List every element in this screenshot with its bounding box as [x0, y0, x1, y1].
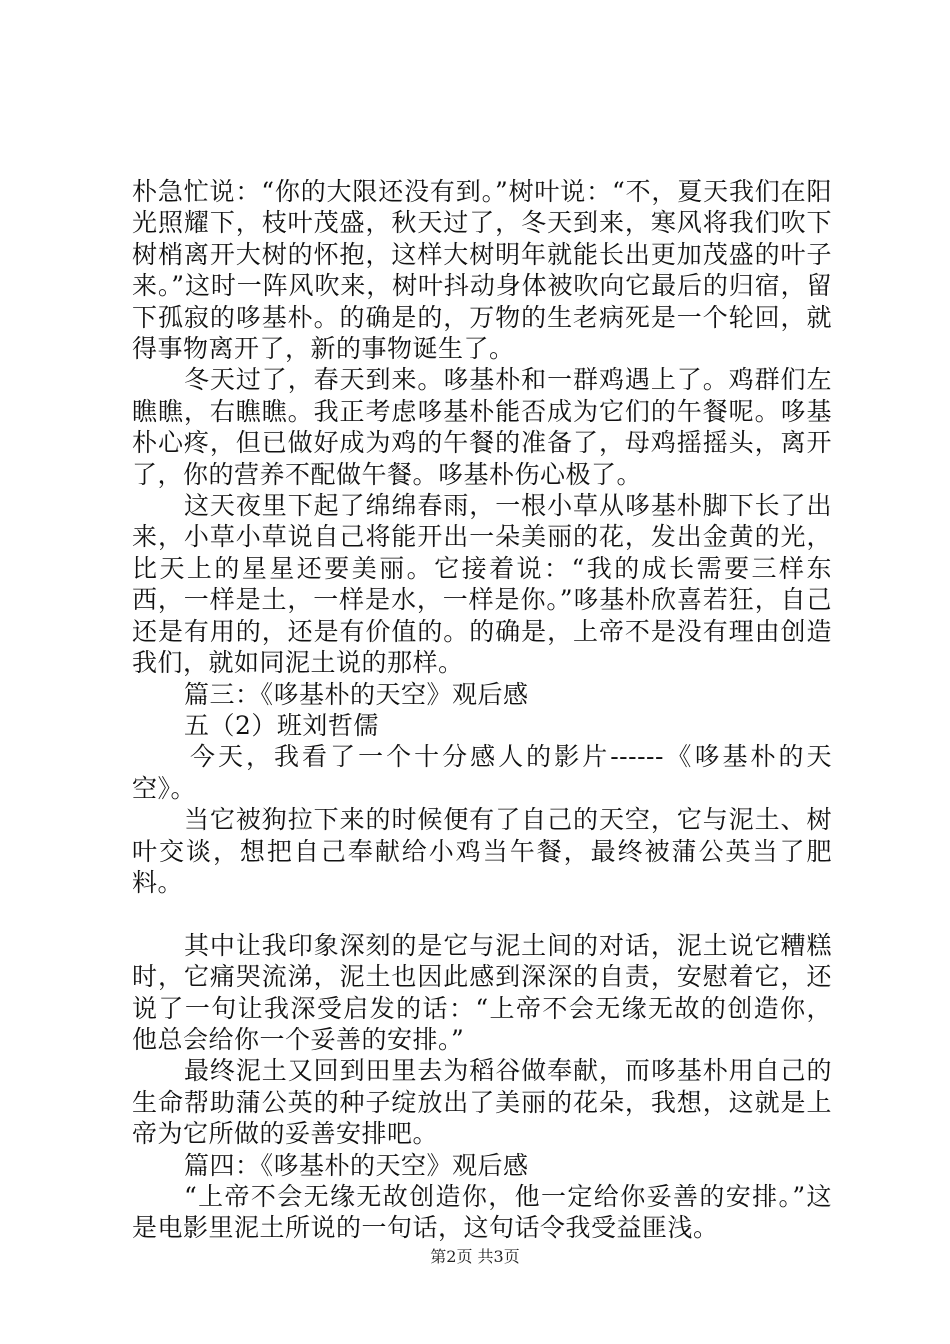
paragraph-3: 这天夜里下起了绵绵春雨，一根小草从哆基朴脚下长了出来，小草小草说自己将能开出一朵美丽的花，发出金黄的光，比天上的星星还要美丽。它接着说：“我的成长需要三样东西，一样是土，一样是水，一样是你。”哆基朴欣喜若狂，自己还是有用的，还是有价值的。的确是，上帝不是没有理由创造我们，就如同泥土说的那样。	[132, 491, 832, 678]
paragraph-gap	[132, 898, 832, 929]
paragraph-5: 其中让我印象深刻的是它与泥土间的对话，泥土说它糟糕时，它痛哭流涕，泥土也因此感到深深的自责，安慰着它，还说了一句让我深受启发的话：“上帝不会无缘无故的创造你，他总会给你一个妥善的安排。”	[132, 930, 832, 1054]
author-line: 五（2）班刘哲儒	[184, 710, 379, 740]
paragraph-intro: 今天，我看了一个十分感人的影片------《哆基朴的天空》。	[132, 742, 832, 803]
paragraph-2: 冬天过了，春天到来。哆基朴和一群鸡遇上了。鸡群们左瞧瞧，右瞧瞧。我正考虑哆基朴能否成为它们的午餐呢。哆基朴心疼，但已做好成为鸡的午餐的准备了，母鸡摇摇头，离开了，你的营养不配做午餐。哆基朴伤心极了。	[132, 365, 832, 489]
paragraph-4: 当它被狗拉下来的时候便有了自己的天空，它与泥土、树叶交谈，想把自己奉献给小鸡当午餐，最终被蒲公英当了肥料。	[132, 805, 832, 897]
paragraph-6: 最终泥土又回到田里去为稻谷做奉献，而哆基朴用自己的生命帮助蒲公英的种子绽放出了美丽的花朵，我想，这就是上帝为它所做的妥善安排吧。	[132, 1056, 832, 1149]
paragraph-1: 朴急忙说：“你的大限还没有到。”树叶说：“不，夏天我们在阳光照耀下，枝叶茂盛，秋天过了，冬天到来，寒风将我们吹下树梢离开大树的怀抱，这样大树明年就能长出更加茂盛的叶子来。”这时一阵风吹来，树叶抖动身体被吹向它最后的归宿，留下孤寂的哆基朴。的确是的，万物的生老病死是一个轮回，就得事物离开了，新的事物诞生了。	[132, 177, 832, 364]
section-heading-4: 篇四：《哆基朴的天空》观后感	[184, 1150, 529, 1180]
page-footer: 第2页 共3页	[430, 1247, 520, 1266]
section-heading-3: 篇三：《哆基朴的天空》观后感	[184, 679, 529, 709]
document-body	[132, 176, 832, 1244]
paragraph-7: “上帝不会无缘无故创造你，他一定给你妥善的安排。”这是电影里泥土所说的一句话，这句话令我受益匪浅。	[132, 1181, 832, 1243]
